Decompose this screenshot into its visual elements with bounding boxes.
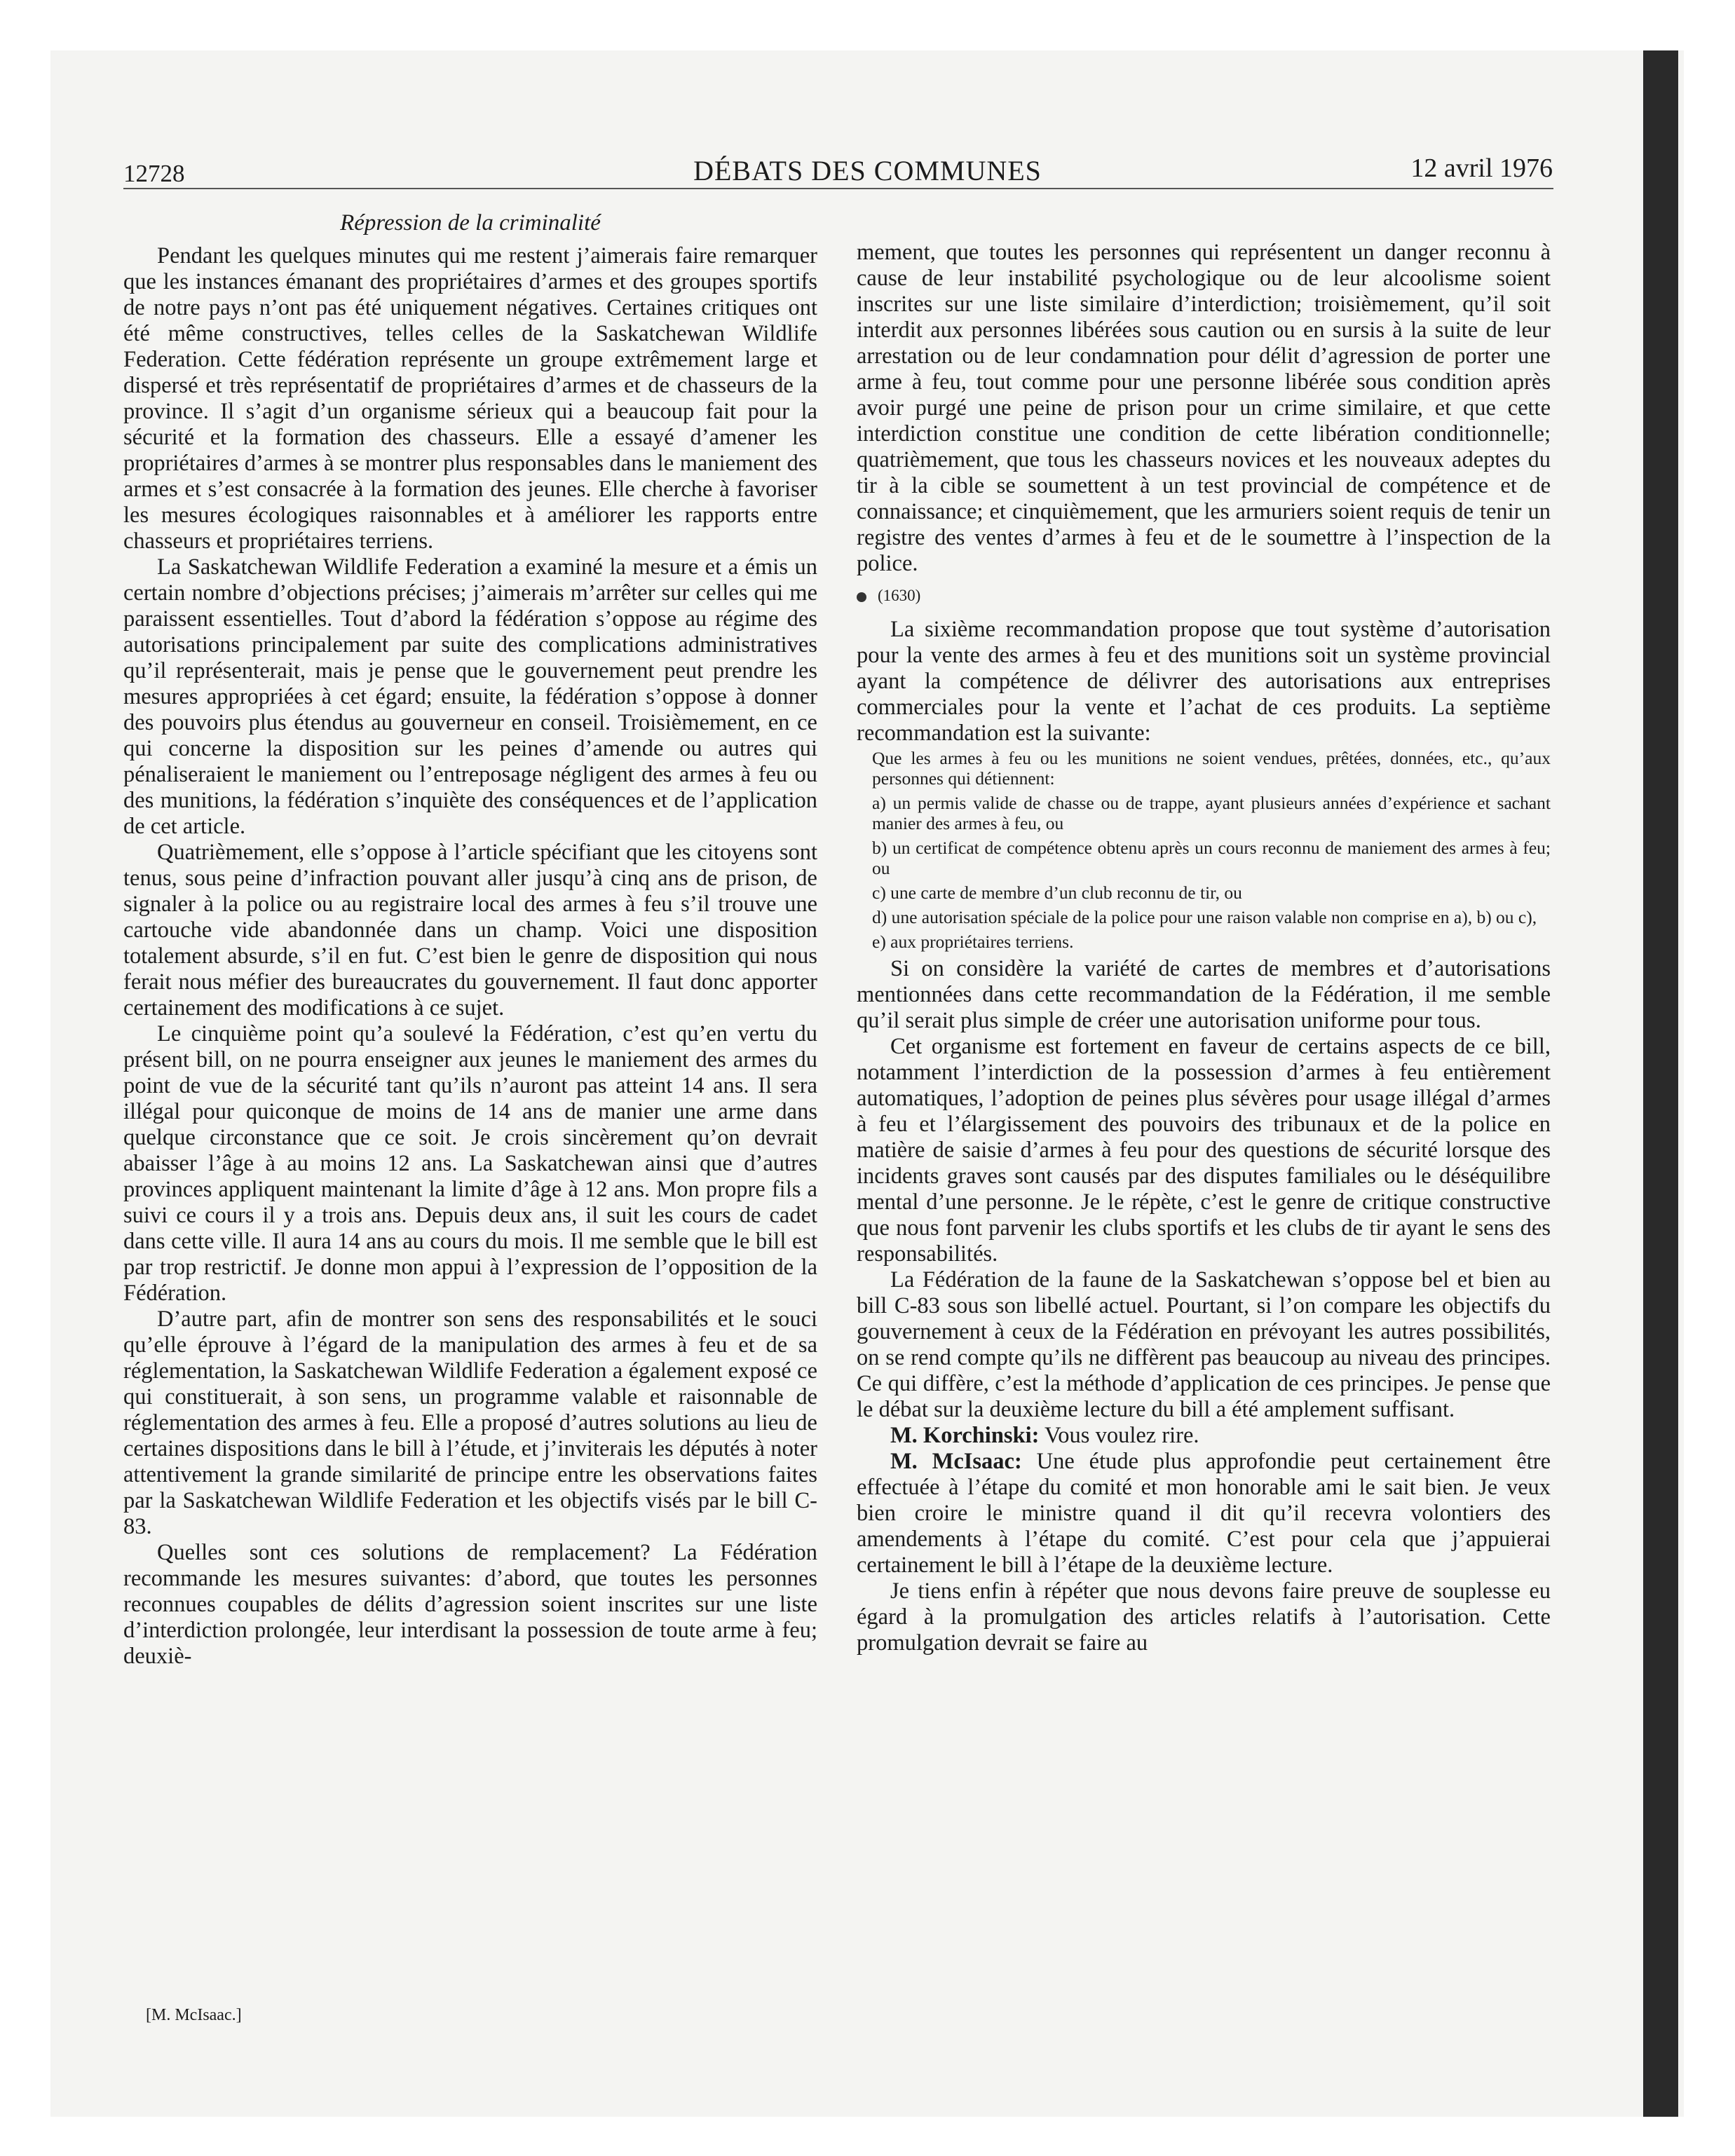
quote-item: a) un permis valide de chasse ou de trappe, ayant plusieurs années d’expérience et sachant manier des armes à feu, ou — [872, 793, 1551, 833]
bullet-icon — [857, 592, 866, 602]
right-column — [857, 240, 1551, 1656]
scan-edge-bar — [1643, 50, 1678, 2117]
paragraph: Je tiens enfin à répéter que nous devons faire preuve de souplesse eu égard à la promulgation des articles relatifs à l’autorisation. Cette promulgation devrait se faire au — [857, 1578, 1551, 1656]
section-title: Répression de la criminalité — [340, 210, 601, 236]
page-date: 12 avril 1976 — [1410, 153, 1553, 183]
paragraph: Si on considère la variété de cartes de membres et d’autorisations mentionnées dans cette recommandation de la Fédération, il me semble qu’il serait plus simple de créer une autorisation uniforme pour tous. — [857, 956, 1551, 1033]
speaker-name: M. McIsaac: — [890, 1449, 1022, 1474]
paragraph: La Fédération de la faune de la Saskatchewan s’oppose bel et bien au bill C-83 sous son libellé actuel. Pourtant, si l’on compare les objectifs du gouvernement à ceux de la Fédération en prévoyant les autres possibilités, on se rend compte qu’ils ne diffèrent pas beaucoup au niveau des principes. Ce qui diffère, c’est la méthode d’application de ces principes. Je pense que le débat sur la deuxième lecture du bill a été amplement suffisant. — [857, 1267, 1551, 1422]
paragraph: D’autre part, afin de montrer son sens des responsabilités et le souci qu’elle éprouve à l’égard de la manipulation des armes à feu et de sa réglementation, la Saskatchewan Wildlife Federation a également exposé ce qui constituerait, à son sens, un programme valable et raisonnable de réglementation des armes à feu. Elle a proposé d’autres solutions au lieu de certaines dispositions dans le bill à l’étude, et j’inviterais les députés à noter attentivement la grande similarité de principe entre les observations faites par la Saskatchewan Wildlife Federation et les objectifs visés par le bill C-83. — [123, 1306, 817, 1539]
paragraph: La Saskatchewan Wildlife Federation a examiné la mesure et a émis un certain nombre d’objections précises; j’aimerais m’arrêter sur celles qui me paraissent essentielles. Tout d’abord la fédération s’oppose au régime des autorisations principalement par suite des complications administratives qu’il représenterait, mais je pense que le gouvernement peut prendre les mesures appropriées à cet égard; ensuite, la fédération s’oppose à donner des pouvoirs plus étendus au gouverneur en conseil. Troisièmement, en ce qui concerne la disposition sur les peines d’amende ou autres qui pénaliseraient le maniement ou l’entreposage négligent des armes à feu ou des munitions, la fédération s’inquiète des conséquences et de l’application de cet article. — [123, 554, 817, 839]
paragraph: Quelles sont ces solutions de remplacement? La Fédération recommande les mesures suivantes: d’abord, que toutes les personnes reconnues coupables de délits d’agression soient inscrites sur une liste d’interdiction prolongée, leur interdisant la possession de toute arme à feu; deuxiè- — [123, 1540, 817, 1669]
header-rule — [123, 188, 1553, 189]
paragraph: La sixième recommandation propose que tout système d’autorisation pour la vente des armes à feu et des munitions soit un système provincial ayant la compétence de délivrer des autorisations aux entreprises commerciales pour la vente et l’achat de ces produits. La septième recommandation est la suivante: — [857, 617, 1551, 746]
paragraph-continuation: mement, que toutes les personnes qui représentent un danger reconnu à cause de leur instabilité psychologique ou de leur alcoolisme soient inscrites sur une liste similaire d’interdiction; troisièmement, qu’il soit interdit aux personnes libérées sous caution ou en sursis à la suite de leur arrestation ou de leur condamnation pour délit d’agression de porter une arme à feu, tout comme pour une personne libérée sous condition après avoir purgé une peine de prison pour un crime similaire, et que cette interdiction constitue une condition de cette libération conditionnelle; quatrièmement, que tous les chasseurs novices et les nouveaux adeptes du tir à la cible se soumettent à un test provincial de compétence et de connaissance; et cinquièmement, que les armuriers soient requis de tenir un registre des ventes d’armes à feu et de le soumettre à l’inspection de la police. — [857, 240, 1551, 576]
speaker-text: Vous voulez rire. — [1039, 1423, 1199, 1448]
time-marker-text: (1630) — [878, 587, 921, 604]
left-column — [123, 210, 817, 1670]
speaker-tag: [M. McIsaac.] — [146, 2006, 242, 2024]
paragraph: Quatrièmement, elle s’oppose à l’article spécifiant que les citoyens sont tenus, sous peine d’infraction pouvant aller jusqu’à cinq ans de prison, de signaler à la police ou au registraire local des armes à feu s’il trouve une cartouche vide abandonnée dans un champ. Voici une disposition totalement absurde, s’il en fut. C’est bien le genre de disposition qui nous ferait nous méfier des bureaucrates du gouvernement. Il faut donc apporter certainement des modifications à ce sujet. — [123, 840, 817, 1021]
speaker-paragraph — [857, 1449, 1551, 1578]
paragraph: Pendant les quelques minutes qui me restent j’aimerais faire remarquer que les instances émanant des propriétaires d’armes et des groupes sportifs de notre pays n’ont pas été uniquement négatives. Certaines critiques ont été même constructives, telles celles de la Saskatchewan Wildlife Federation. Cette fédération représente un groupe extrêmement large et dispersé et très représentatif de propriétaires d’armes et de chasseurs de la province. Il s’agit d’un organisme sérieux qui a beaucoup fait pour la sécurité et la formation des chasseurs. Elle a essayé d’amener les propriétaires d’armes à se montrer plus responsables dans le maniement des armes et s’est consacrée à la formation des jeunes. Elle cherche à favoriser les mesures écologiques raisonnables et à améliorer les rapports entre chasseurs et propriétaires terriens. — [123, 243, 817, 554]
quote-item: b) un certificat de compétence obtenu après un cours reconnu de maniement des armes à feu; ou — [872, 838, 1551, 878]
publication-title: DÉBATS DES COMMUNES — [693, 155, 1042, 186]
quote-intro: Que les armes à feu ou les munitions ne soient vendues, prêtées, données, etc., qu’aux personnes qui détiennent: — [872, 748, 1551, 789]
quote-item: e) aux propriétaires terriens. — [872, 932, 1074, 952]
speaker-name: M. Korchinski: — [890, 1423, 1040, 1448]
page-number: 12728 — [123, 160, 185, 187]
time-marker — [857, 582, 1551, 608]
paragraph: Le cinquième point qu’a soulevé la Fédération, c’est qu’en vertu du présent bill, on ne pourra enseigner aux jeunes le maniement des armes du point de vue de la sécurité tant qu’ils n’auront pas atteint 14 ans. Il sera illégal pour quiconque de moins de 14 ans de manier une arme dans quelque circonstance que ce soit. Je crois sincèrement qu’on devrait abaisser l’âge à au moins 12 ans. La Saskatchewan ainsi que d’autres provinces appliquent maintenant la limite d’âge à 12 ans. Mon propre fils a suivi ce cours il y a trois ans. Depuis deux ans, il suit les cours de cadet dans cette ville. Il aura 14 ans au cours du mois. Il me semble que le bill est par trop restrictif. Je donne mon appui à l’expression de l’opposition de la Fédération. — [123, 1021, 817, 1306]
speaker-paragraph — [857, 1423, 1551, 1449]
quote-item: d) une autorisation spéciale de la police pour une raison valable non comprise en a), b) ou c), — [872, 907, 1537, 927]
quote-item: c) une carte de membre d’un club reconnu de tir, ou — [872, 882, 1242, 903]
paragraph: Cet organisme est fortement en faveur de certains aspects de ce bill, notamment l’interdiction de la possession d’armes à feu entièrement automatiques, l’adoption de peines plus sévères pour usage illégal d’armes à feu et l’élargissement des pouvoirs des tribunaux et de la police en matière de saisie d’armes à feu pour des questions de sécurité lorsque des incidents graves sont causés par des disputes familiales ou le déséquilibre mental d’une personne. Je le répète, c’est le genre de critique constructive que nous font parvenir les clubs sportifs et les clubs de tir ayant le sens des responsabilités. — [857, 1034, 1551, 1267]
speaker-text: Une étude plus approfondie peut certainement être effectuée à l’étape du comité et mon honorable ami le sait bien. Je veux bien croire le ministre quand il dit qu’il recevra volontiers des amendements à l’étape du comité. C’est pour cela que j’appuierai certainement le bill à l’étape de la deuxième lecture. — [857, 1449, 1551, 1578]
